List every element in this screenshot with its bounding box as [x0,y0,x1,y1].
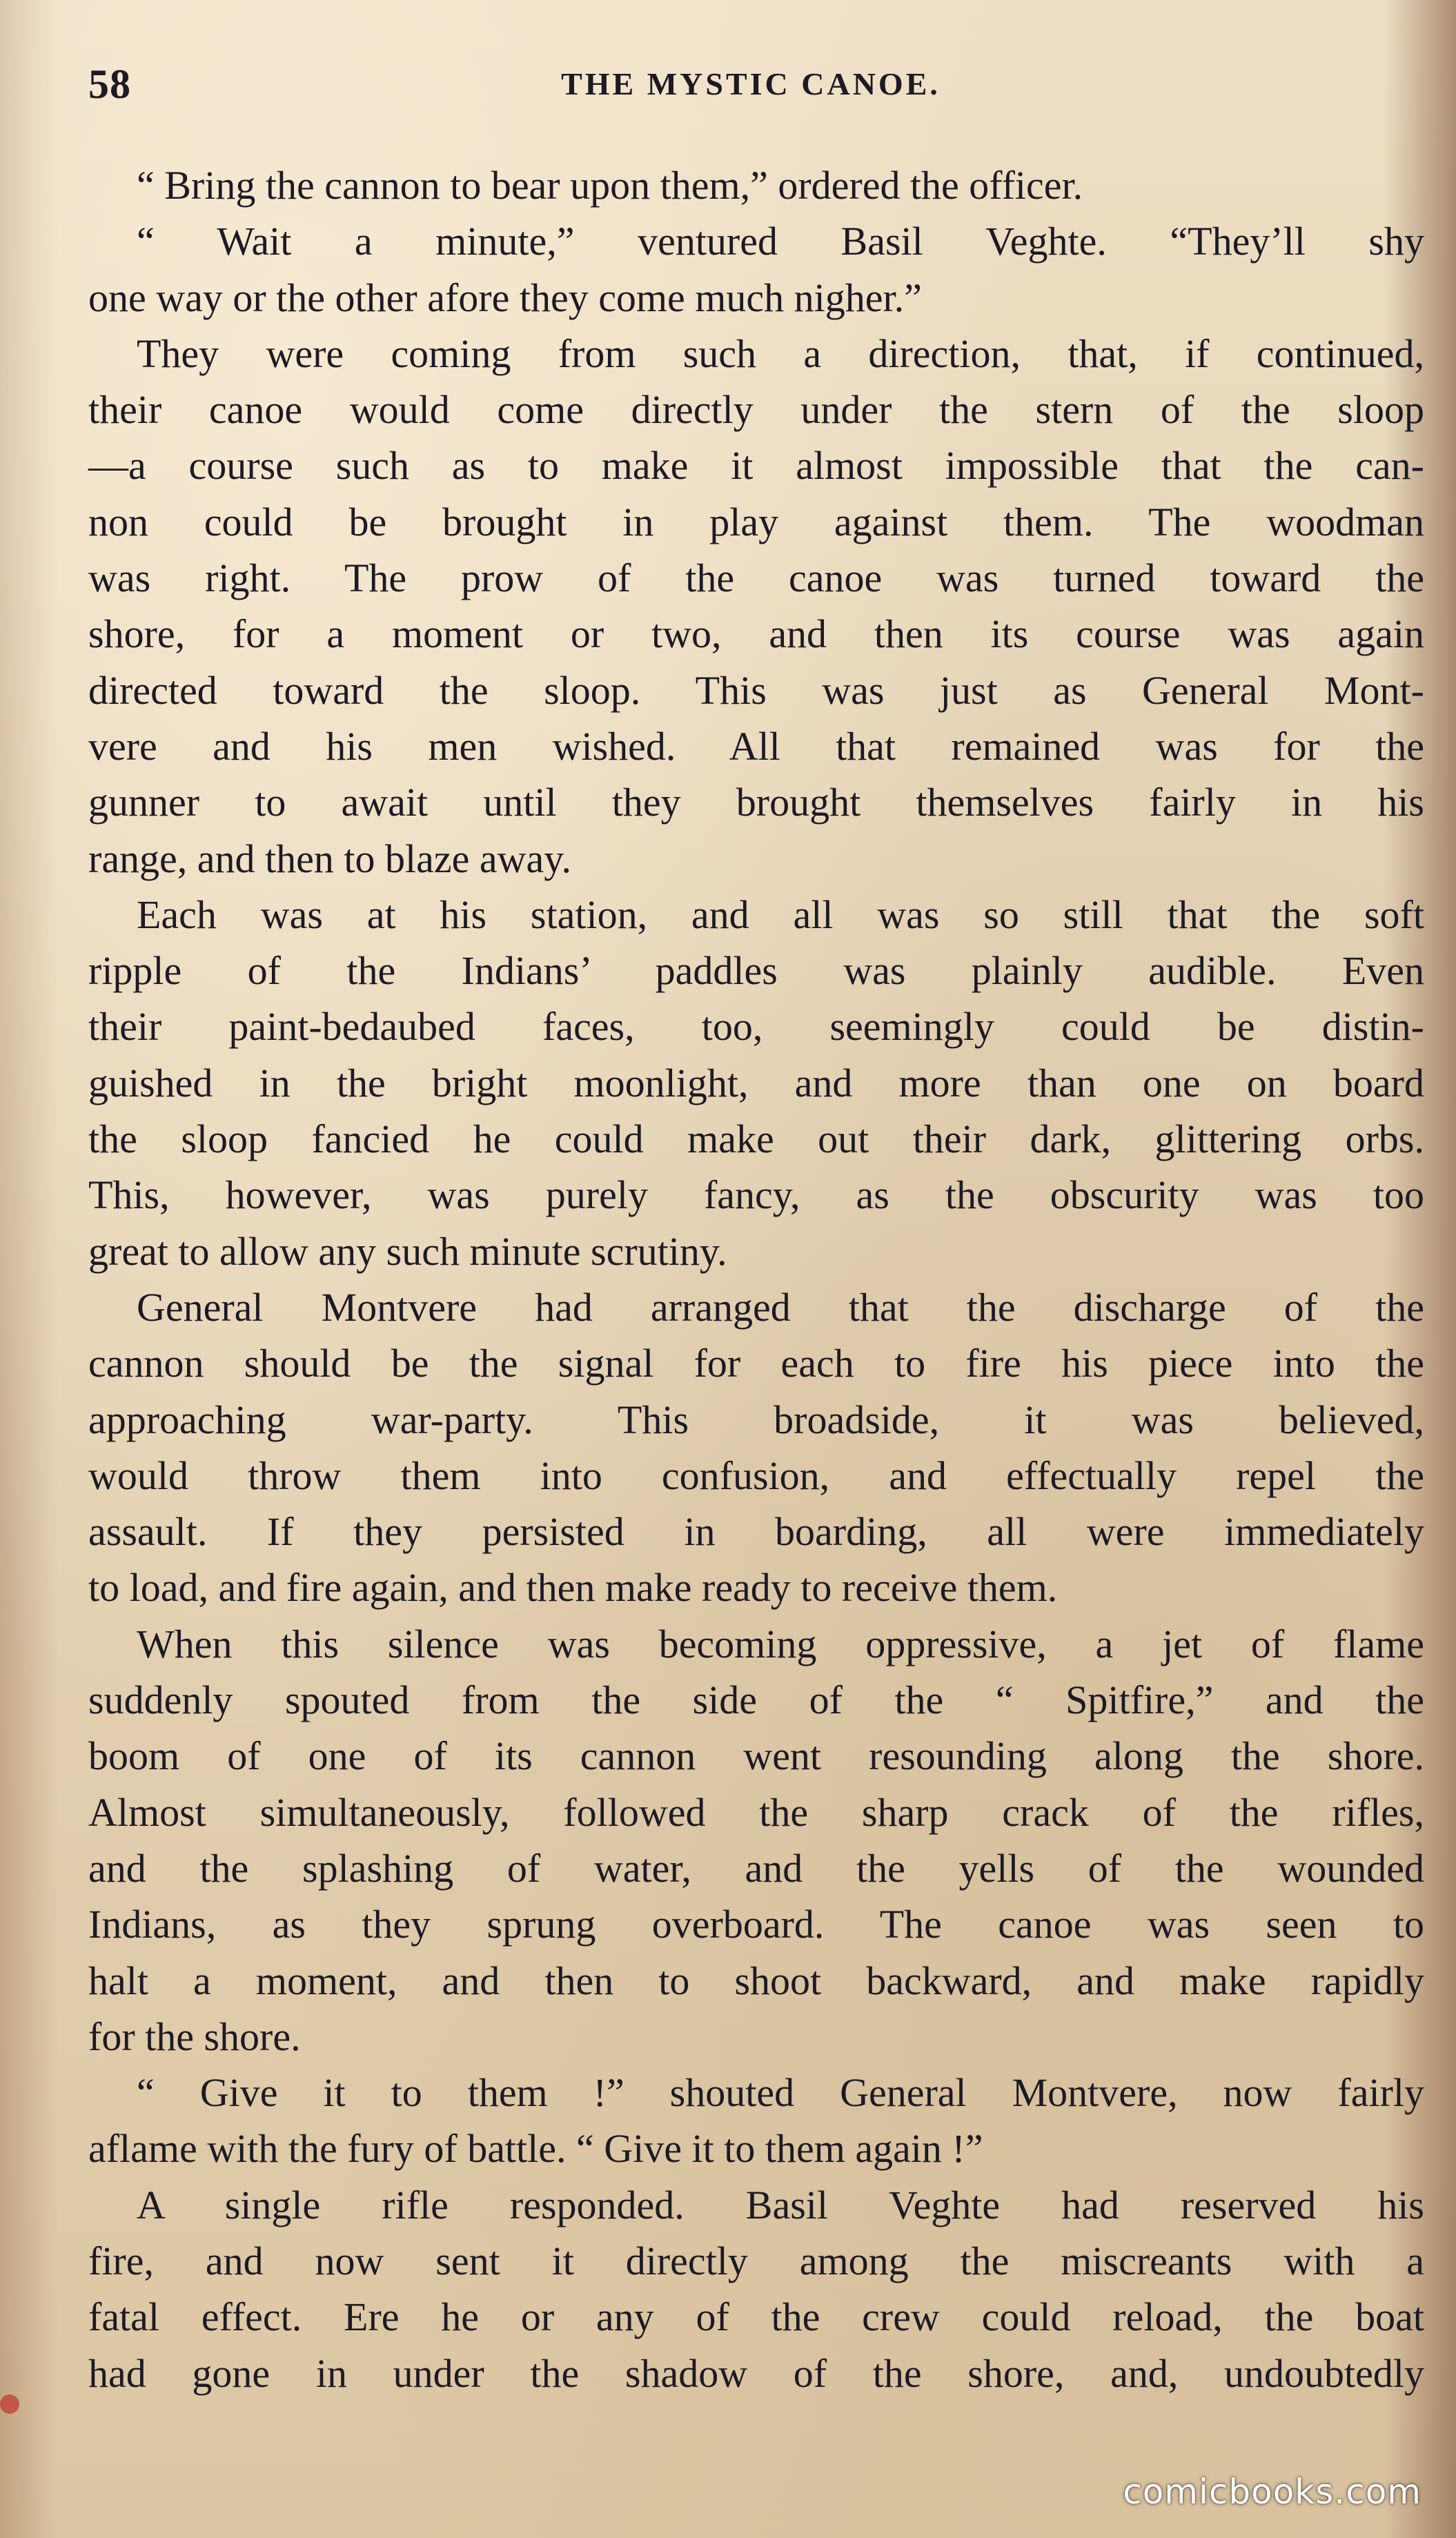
text-line: had gone in under the shadow of the shore, and, undoubtedly [88,2350,1424,2396]
page-header [88,57,1413,112]
text-line: range, and then to blaze away. [88,836,571,881]
text-line: boom of one of its cannon went resounding along the shore. [88,1733,1424,1779]
text-line: guished in the bright moonlight, and more than one on board [88,1060,1424,1105]
text-line: When this silence was becoming oppressive, a jet of flame [137,1621,1424,1666]
text-line: This, however, was purely fancy, as the obscurity was too [88,1172,1424,1218]
text-line: Each was at his station, and all was so still that the soft [137,892,1424,937]
body-text [88,157,1424,2401]
text-line: their canoe would come directly under the stern of the sloop [88,387,1424,433]
text-line: fatal effect. Ere he or any of the crew could reload, the boat [88,2294,1424,2340]
running-title: THE MYSTIC CANOE. [561,66,941,101]
text-line: cannon should be the signal for each to fire his piece into the [88,1341,1424,1386]
text-line: shore, for a moment or two, and then its course was again [88,611,1424,657]
text-line: “ Bring the cannon to bear upon them,” ordered the officer. [137,163,1083,208]
text-line: suddenly spouted from the side of the “ Spitfire,” and the [88,1678,1424,1723]
text-line: aflame with the fury of battle. “ Give it to them again !” [88,2126,983,2172]
text-line: vere and his men wished. All that remained was for the [88,723,1424,769]
text-line: great to allow any such minute scrutiny. [88,1228,727,1274]
text-line: Almost simultaneously, followed the sharp crack of the rifles, [88,1789,1424,1835]
ink-stain [0,2394,19,2414]
text-line: and the splashing of water, and the yells of the wounded [88,1845,1424,1891]
text-line: assault. If they persisted in boarding, all were immediately [88,1509,1424,1555]
page-number: 58 [88,61,131,107]
text-line: “ Give it to them !” shouted General Montvere, now fairly [137,2070,1424,2116]
text-line: approaching war-party. This broadside, it was believed, [88,1397,1424,1442]
text-line: —a course such as to make it almost impossible that the can- [88,443,1424,489]
text-line: for the shore. [88,2014,301,2059]
text-line: A single rifle responded. Basil Veghte had reserved his [137,2182,1424,2227]
text-line: directed toward the sloop. This was just as General Mont- [88,667,1424,713]
text-line: the sloop fancied he could make out their dark, glittering orbs. [88,1116,1424,1162]
text-line: gunner to await until they brought themselves fairly in his [88,780,1424,825]
text-line: their paint-bedaubed faces, too, seemingly could be distin- [88,1004,1424,1050]
text-line: General Montvere had arranged that the discharge of the [137,1284,1424,1330]
watermark: comicbooks.com [1123,2472,1421,2512]
text-line: They were coming from such a direction, that, if continued, [137,331,1424,376]
text-line: to load, and fire again, and then make ready to receive them. [88,1565,1058,1611]
text-line: would throw them into confusion, and effectually repel the [88,1453,1424,1498]
text-line: Indians, as they sprung overboard. The canoe was seen to [88,1902,1424,1947]
text-line: one way or the other afore they come much nigher.” [88,275,922,320]
text-line: non could be brought in play against them. The woodman [88,499,1424,544]
text-line: fire, and now sent it directly among the miscreants with a [88,2238,1424,2283]
text-line: halt a moment, and then to shoot backward, and make rapidly [88,1958,1424,2003]
text-line: “ Wait a minute,” ventured Basil Veghte. “They’ll shy [137,219,1424,264]
text-line: was right. The prow of the canoe was turned toward the [88,555,1424,601]
text-line: ripple of the Indians’ paddles was plainly audible. Even [88,948,1424,994]
